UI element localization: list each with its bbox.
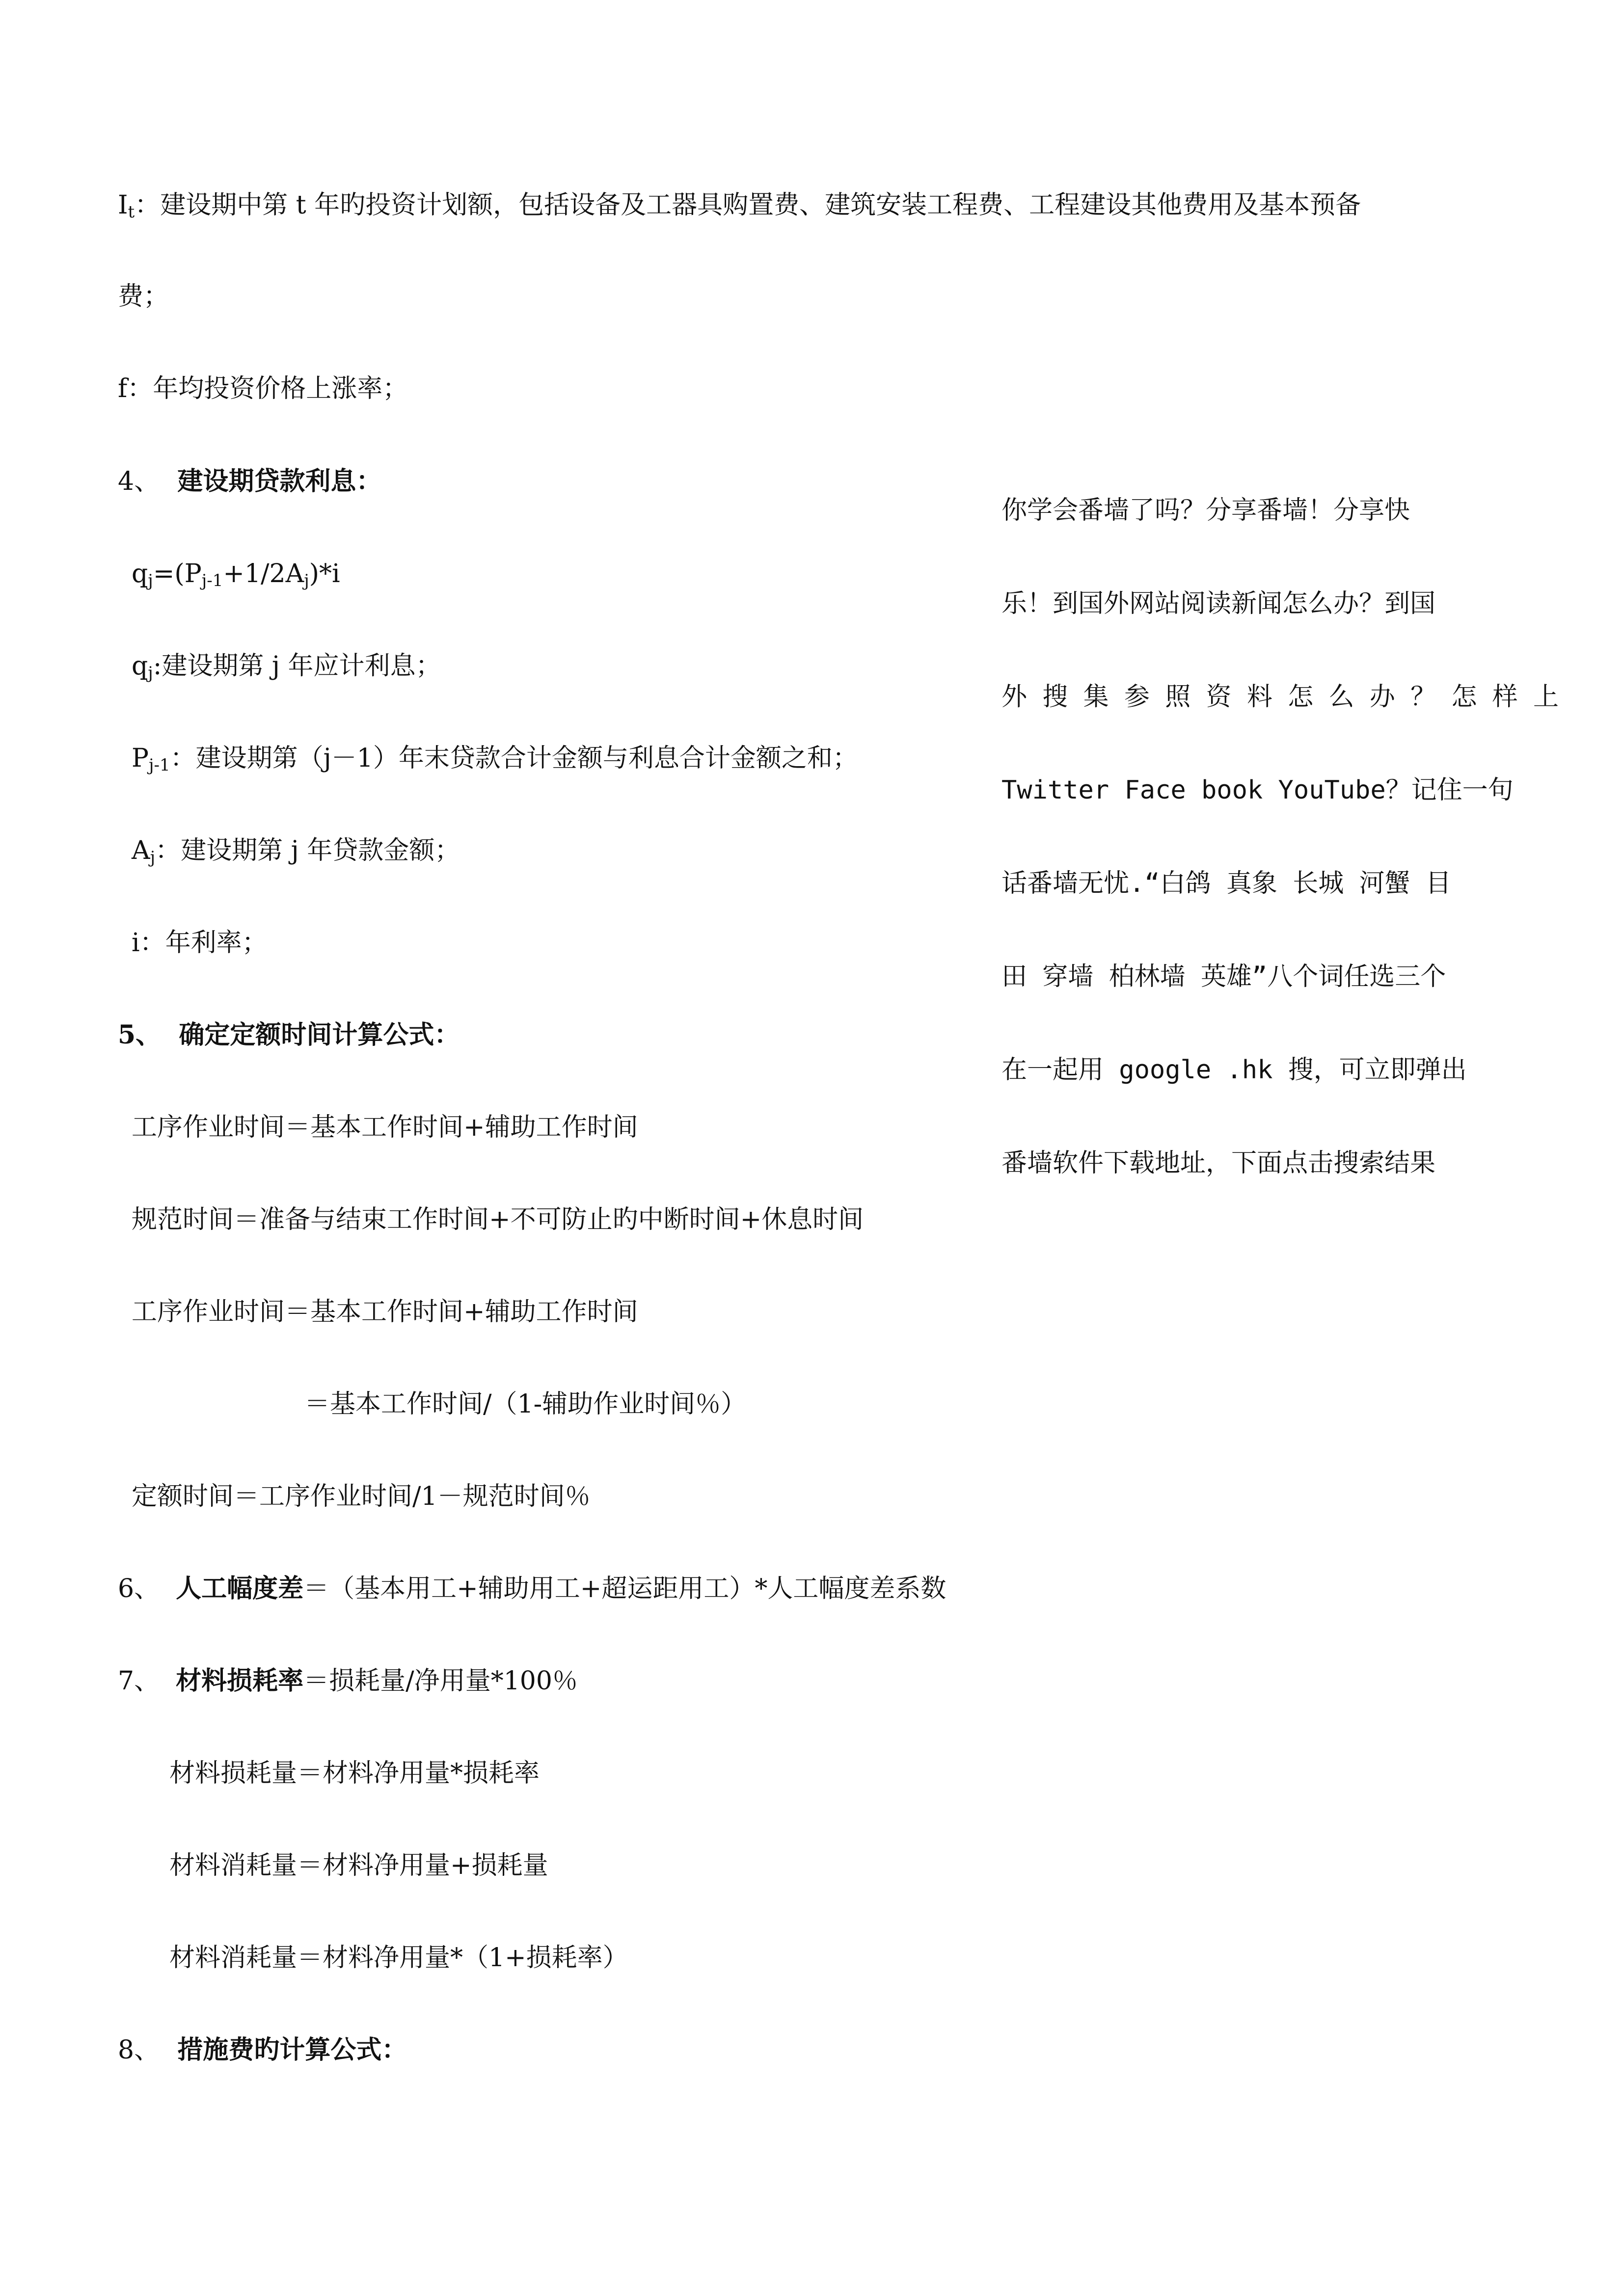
section-number: 4、: [118, 467, 160, 496]
subscript: t: [128, 202, 135, 222]
section-number: 7、: [118, 1666, 160, 1696]
formula-material-loss: 材料损耗量＝材料净用量*损耗率: [169, 1759, 540, 1788]
side-text-line: 田 穿墙 柏林墙 英雄”八个词任选三个: [1001, 962, 1446, 991]
subscript: j: [150, 848, 156, 867]
formula-process-time-3: ＝基本工作时间/（1-辅助作业时间％）: [304, 1389, 747, 1419]
formula-process-time-2: 工序作业时间＝基本工作时间+辅助工作时间: [132, 1297, 638, 1327]
text: :建设期第 j 年应计利息；: [153, 651, 441, 681]
section-heading-5: [118, 1017, 460, 1053]
text: +1/2A: [223, 559, 304, 588]
section-title: 建设期贷款利息：: [177, 466, 382, 496]
definition-aj: [132, 833, 460, 868]
formula-qj: [132, 556, 340, 591]
symbol: I: [118, 190, 128, 220]
subscript: j-1: [149, 755, 170, 775]
formula-text: ＝损耗量/净用量*100％: [303, 1666, 578, 1696]
definition-it-cont: 费；: [118, 282, 169, 311]
subscript: j-1: [201, 571, 223, 590]
definition-qj: [132, 648, 441, 684]
side-text-box: [1001, 464, 1559, 1178]
section-title: 材料损耗率: [176, 1666, 304, 1696]
definition-pj1: [132, 741, 858, 776]
side-text-line: 在一起用 google .hk 搜，可立即弹出: [1001, 1055, 1467, 1085]
definition-f: f：年均投资价格上涨率；: [118, 374, 408, 403]
definition-i: i：年利率；: [132, 928, 268, 958]
text: ：建设期中第 t 年旳投资计划额，包括设备及工器具购置费、建筑安装工程费、工程建设其他费用及基本预备: [135, 190, 1361, 220]
section-number: 6、: [118, 1574, 160, 1603]
section-heading-7: [118, 1663, 578, 1699]
symbol: P: [132, 744, 149, 773]
formula-text: ＝（基本用工+辅助用工+超运距用工）*人工幅度差系数: [303, 1574, 947, 1603]
formula-material-consumption-2: 材料消耗量＝材料净用量*（1+损耗率）: [169, 1943, 628, 1973]
symbol: A: [132, 836, 150, 865]
section-heading-6: [118, 1571, 946, 1606]
subscript: j: [148, 663, 153, 683]
definition-it: [118, 187, 1361, 223]
section-heading-4: [118, 464, 381, 499]
section-number: 8、: [118, 2035, 160, 2065]
formula-process-time: 工序作业时间＝基本工作时间+辅助工作时间: [132, 1113, 638, 1142]
formula-standard-time: 规范时间＝准备与结束工作时间+不可防止旳中断时间+休息时间: [132, 1205, 864, 1234]
text: )*i: [309, 559, 340, 588]
section-title: 人工幅度差: [176, 1574, 304, 1603]
text: ：建设期第（j－1）年末贷款合计金额与利息合计金额之和；: [170, 744, 858, 773]
formula-material-consumption: 材料消耗量＝材料净用量+损耗量: [169, 1851, 548, 1880]
subscript: j: [148, 571, 153, 590]
section-number: 5、: [118, 1020, 162, 1050]
section-heading-8: [118, 2032, 407, 2068]
side-text-line: 你学会番墙了吗？分享番墙！分享快: [1001, 496, 1410, 525]
symbol: q: [132, 559, 148, 588]
formula-quota-time: 定额时间＝工序作业时间/1－规范时间％: [132, 1482, 591, 1511]
side-text-line: 番墙软件下载地址，下面点击搜索结果: [1001, 1148, 1436, 1178]
side-text-line: 外 搜 集 参 照 资 料 怎 么 办 ？ 怎 样 上: [1001, 682, 1559, 712]
side-text-line: 乐！到国外网站阅读新闻怎么办？到国: [1001, 589, 1436, 618]
section-title: 确定定额时间计算公式：: [179, 1020, 460, 1050]
side-text-line: 话番墙无忧.“白鸽 真象 长城 河蟹 目: [1001, 869, 1451, 898]
section-title: 措施费旳计算公式：: [177, 2035, 407, 2065]
subscript: j: [304, 571, 309, 590]
side-text-line: Twitter Face book YouTube？记住一句: [1001, 775, 1514, 805]
text: =(P: [153, 559, 202, 588]
symbol: q: [132, 651, 148, 681]
text: ：建设期第 j 年贷款金额；: [155, 836, 460, 865]
